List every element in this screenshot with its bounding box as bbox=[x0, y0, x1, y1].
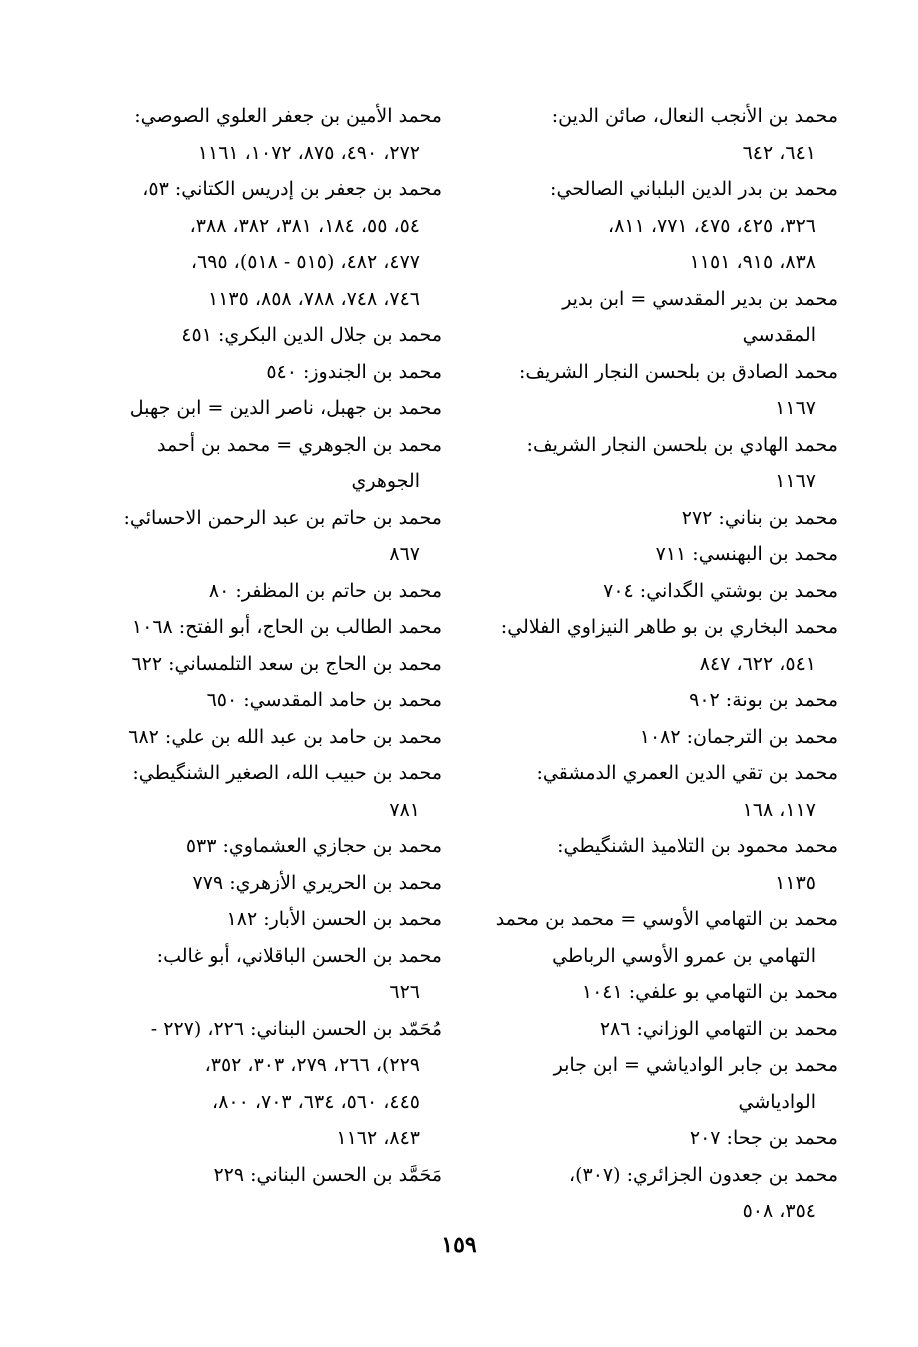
index-entry-heading: محمد بن التهامي بو علفي: ١٠٤١ bbox=[581, 981, 838, 1003]
index-entry bbox=[80, 573, 442, 610]
index-entry-continuation: ٥٤١، ٦٢٢، ٨٤٧ bbox=[699, 652, 816, 675]
index-entry bbox=[478, 609, 838, 682]
index-entry-continuation: ١١٦٧ bbox=[775, 397, 816, 419]
index-entry-continuation: ٧٨١ bbox=[389, 798, 420, 821]
index-entry-continuation: التهامي بن عمرو الأوسي الرباطي bbox=[552, 944, 816, 967]
index-entry-heading: محمد بن البهنسي: ٧١١ bbox=[655, 543, 838, 565]
index-entry bbox=[80, 646, 442, 683]
index-entry-continuation: ٢٢٩)، ٢٦٦، ٢٧٩، ٣٠٣، ٣٥٢، bbox=[204, 1054, 420, 1076]
index-entry bbox=[478, 171, 838, 281]
index-entry bbox=[80, 98, 442, 171]
index-entry-continuation: ٣٥٤، ٥٠٨ bbox=[742, 1200, 816, 1222]
index-entry-continuation: ٨٦٧ bbox=[389, 543, 420, 565]
index-entry-heading: مُحَمّد بن الحسن البناني: ٢٢٦، (٢٢٧ - bbox=[150, 1017, 442, 1040]
index-column-right bbox=[478, 98, 838, 1228]
index-entry bbox=[80, 354, 442, 391]
index-entry bbox=[478, 427, 838, 500]
index-entry bbox=[80, 390, 442, 427]
index-entry bbox=[478, 1120, 838, 1157]
index-entry-continuation: ٥٤، ٥٥، ١٨٤، ٣٨١، ٣٨٢، ٣٨٨، bbox=[189, 214, 420, 237]
index-entry-heading: محمد الأمين بن جعفر العلوي الصوصي: bbox=[134, 105, 442, 127]
index-entry-continuation: ٦٤١، ٦٤٢ bbox=[742, 141, 816, 164]
index-entry-heading: محمد بن حامد بن عبد الله بن علي: ٦٨٢ bbox=[128, 725, 442, 748]
index-entry bbox=[478, 500, 838, 537]
index-entry-heading: محمد الهادي بن بلحسن النجار الشريف: bbox=[526, 433, 838, 456]
index-entry-heading: محمد بن التهامي الأوسي = محمد بن محمد bbox=[495, 908, 838, 930]
index-entry bbox=[478, 536, 838, 573]
index-entry-heading: محمد بن جهبل، ناصر الدين = ابن جهبل bbox=[129, 397, 442, 419]
index-entry-heading: محمد بن بدر الدين البلباني الصالحي: bbox=[550, 178, 838, 200]
index-entry bbox=[80, 865, 442, 902]
index-entry-heading: محمد بن حاتم بن المظفر: ٨٠ bbox=[208, 579, 442, 602]
index-entry-heading: محمد بن حامد المقدسي: ٦٥٠ bbox=[206, 689, 442, 711]
index-entry-continuation: ٢٧٢، ٤٩٠، ٨٧٥، ١٠٧٢، ١١٦١ bbox=[197, 141, 420, 164]
index-entry bbox=[80, 1011, 442, 1157]
index-entry bbox=[80, 755, 442, 828]
index-entry-heading: محمد بن حجازي العشماوي: ٥٣٣ bbox=[185, 835, 442, 857]
index-entry-heading: محمد بن الأنجب النعال، صائن الدين: bbox=[551, 105, 838, 127]
index-entry bbox=[478, 281, 838, 354]
index-entry-heading: محمد بن الحسن الباقلاني، أبو غالب: bbox=[156, 944, 442, 967]
index-entry bbox=[478, 828, 838, 901]
index-entry bbox=[80, 1157, 442, 1194]
index-entry bbox=[478, 719, 838, 756]
index-entry bbox=[478, 974, 838, 1011]
index-entry-heading: محمد بن الجندوز: ٥٤٠ bbox=[266, 360, 442, 383]
index-entry bbox=[80, 719, 442, 756]
index-entry-heading: محمد بن الحريري الأزهري: ٧٧٩ bbox=[192, 871, 442, 894]
index-entry-continuation: ٤٧٧، ٤٨٢، (٥١٥ - ٥١٨)، ٦٩٥، bbox=[190, 251, 420, 273]
index-entry-heading: محمد بن جعدون الجزائري: (٣٠٧)، bbox=[568, 1163, 838, 1186]
index-entry bbox=[478, 901, 838, 974]
index-entry-continuation: ١١٦٧ bbox=[775, 470, 816, 492]
index-entry-heading: محمد بن جحا: ٢٠٧ bbox=[689, 1127, 838, 1149]
index-entry bbox=[478, 1011, 838, 1048]
index-entry bbox=[80, 500, 442, 573]
index-entry-heading: محمد بن جعفر بن إدريس الكتاني: ٥٣، bbox=[142, 178, 442, 200]
index-entry-heading: محمد بن بونة: ٩٠٢ bbox=[689, 689, 838, 711]
index-entry-continuation: ١١٣٥ bbox=[775, 871, 816, 894]
index-entry-continuation: ٧٤٦، ٧٤٨، ٧٨٨، ٨٥٨، ١١٣٥ bbox=[207, 287, 420, 310]
index-entry-continuation: ٣٢٦، ٤٢٥، ٤٧٥، ٧٧١، ٨١١، bbox=[608, 214, 816, 237]
index-page bbox=[80, 98, 838, 1228]
index-entry-heading: محمد الطالب بن الحاج، أبو الفتح: ١٠٦٨ bbox=[131, 616, 442, 638]
index-entry-continuation: ١١٧، ١٦٨ bbox=[742, 798, 816, 821]
index-entry bbox=[80, 901, 442, 938]
page-number: ١٥٩ bbox=[441, 1232, 477, 1258]
index-entry-continuation: ٨٤٣، ١١٦٢ bbox=[336, 1127, 420, 1149]
index-entry bbox=[478, 1047, 838, 1120]
index-entry bbox=[80, 609, 442, 646]
index-entry bbox=[478, 1157, 838, 1230]
index-entry-heading: محمد الصادق بن بلحسن النجار الشريف: bbox=[518, 360, 838, 383]
index-column-left bbox=[80, 98, 442, 1228]
index-entry-heading: محمد بن بدير المقدسي = ابن بدير bbox=[562, 287, 838, 310]
index-entry-heading: محمد بن بوشتي الگداني: ٧٠٤ bbox=[603, 579, 838, 602]
index-entry-heading: مَحَمَّد بن الحسن البناني: ٢٢٩ bbox=[213, 1163, 442, 1186]
index-entry-heading: محمد بن التهامي الوزاني: ٢٨٦ bbox=[599, 1017, 838, 1040]
index-entry bbox=[80, 938, 442, 1011]
index-entry-continuation: ٨٣٨، ٩١٥، ١١٥١ bbox=[689, 251, 816, 273]
index-entry bbox=[478, 573, 838, 610]
index-entry-continuation: المقدسي bbox=[742, 324, 816, 346]
index-entry bbox=[80, 828, 442, 865]
index-entry-heading: محمد بن الحاج بن سعد التلمساني: ٦٢٢ bbox=[131, 652, 442, 675]
index-entry-heading: محمد محمود بن التلاميذ الشنگيطي: bbox=[557, 835, 838, 857]
index-entry-heading: محمد بن الجوهري = محمد بن أحمد bbox=[157, 433, 442, 456]
index-entry-heading: محمد البخاري بن بو طاهر النيزاوي الفلالي: bbox=[500, 616, 838, 638]
index-entry bbox=[80, 171, 442, 317]
index-entry-heading: محمد بن الحسن الأبار: ١٨٢ bbox=[226, 908, 442, 930]
index-entry bbox=[80, 427, 442, 500]
index-entry-heading: محمد بن الترجمان: ١٠٨٢ bbox=[639, 725, 838, 748]
index-entry-heading: محمد بن بناني: ٢٧٢ bbox=[681, 506, 838, 529]
index-entry bbox=[80, 317, 442, 354]
index-entry-heading: محمد بن حاتم بن عبد الرحمن الاحسائي: bbox=[123, 506, 442, 529]
index-entry bbox=[478, 98, 838, 171]
index-entry-heading: محمد بن حبيب الله، الصغير الشنگيطي: bbox=[132, 762, 442, 784]
index-entry bbox=[80, 682, 442, 719]
index-entry-heading: محمد بن جلال الدين البكري: ٤٥١ bbox=[181, 324, 442, 346]
index-entry-heading: محمد بن تقي الدين العمري الدمشقي: bbox=[536, 762, 838, 784]
index-entry-continuation: ٤٤٥، ٥٦٠، ٦٣٤، ٧٠٣، ٨٠٠، bbox=[212, 1090, 420, 1113]
index-entry-continuation: ٦٢٦ bbox=[389, 981, 420, 1003]
index-entry-continuation: الوادياشي bbox=[738, 1090, 816, 1113]
index-entry bbox=[478, 682, 838, 719]
index-entry-heading: محمد بن جابر الوادياشي = ابن جابر bbox=[553, 1054, 838, 1076]
index-entry bbox=[478, 755, 838, 828]
index-entry-continuation: الجوهري bbox=[351, 470, 420, 492]
index-entry bbox=[478, 354, 838, 427]
